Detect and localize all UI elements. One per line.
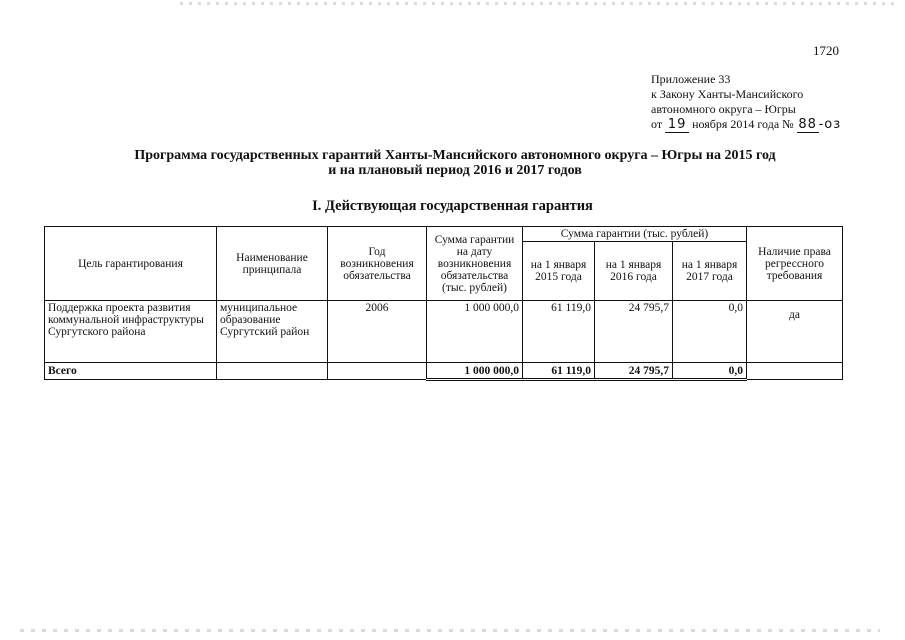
header-initial-amount: Сумма гарантии на дату возникновения обязательства (тыс. рублей) (427, 227, 523, 301)
law-suffix: -оз (818, 117, 842, 132)
total-year-empty (328, 363, 427, 380)
section-title: I. Действующая государственная гарантия (312, 198, 593, 214)
header-jan2015: на 1 января 2015 года (523, 242, 595, 301)
cell-recourse: да (747, 301, 843, 363)
cell-purpose: Поддержка проекта развития коммунальной инфраструктуры Сургутского района (45, 301, 217, 363)
header-purpose: Цель гарантирования (45, 227, 217, 301)
appendix-date-line (651, 117, 841, 133)
cell-jan2017: 0,0 (673, 301, 747, 363)
title-line-2: и на плановый период 2016 и 2017 годов (328, 163, 582, 178)
appendix-line-1: Приложение 33 (651, 72, 731, 86)
document-title (60, 148, 850, 178)
header-year: Год возникновения обязательства (328, 227, 427, 301)
appendix-line-3: автономного округа – Югры (651, 102, 796, 116)
total-principal-empty (217, 363, 328, 380)
scan-artifact-bottom (20, 629, 880, 632)
cell-jan2016: 24 795,7 (595, 301, 673, 363)
header-jan2017: на 1 января 2017 года (673, 242, 747, 301)
table-row (45, 301, 843, 363)
total-initial-amount: 1 000 000,0 (427, 363, 523, 380)
guarantees-table (44, 226, 843, 381)
header-jan2016: на 1 января 2016 года (595, 242, 673, 301)
law-month-year: ноября 2014 года № (692, 117, 794, 131)
header-amount-group: Сумма гарантии (тыс. рублей) (523, 227, 747, 242)
total-jan2017: 0,0 (673, 363, 747, 380)
total-jan2015: 61 119,0 (523, 363, 595, 380)
scan-artifact-top (180, 2, 900, 5)
cell-initial-amount: 1 000 000,0 (427, 301, 523, 363)
header-principal: Наименование принципала (217, 227, 328, 301)
cell-principal: муниципальное образование Сургутский район (217, 301, 328, 363)
cell-year: 2006 (328, 301, 427, 363)
law-number: 88 (798, 117, 817, 132)
total-jan2016: 24 795,7 (595, 363, 673, 380)
appendix-line-2: к Закону Ханты-Мансийского (651, 87, 804, 101)
header-recourse: Наличие права регрессного требования (747, 227, 843, 301)
from-label: от (651, 117, 663, 131)
total-recourse-empty (747, 363, 843, 380)
total-label: Всего (45, 363, 217, 380)
title-line-1: Программа государственных гарантий Ханты-Мансийского автономного округа – Югры на 2015 год (134, 148, 776, 163)
total-row (45, 363, 843, 380)
appendix-block (651, 72, 841, 133)
law-day: 19 (665, 117, 689, 133)
page-number: 1720 (813, 43, 839, 58)
cell-jan2015: 61 119,0 (523, 301, 595, 363)
